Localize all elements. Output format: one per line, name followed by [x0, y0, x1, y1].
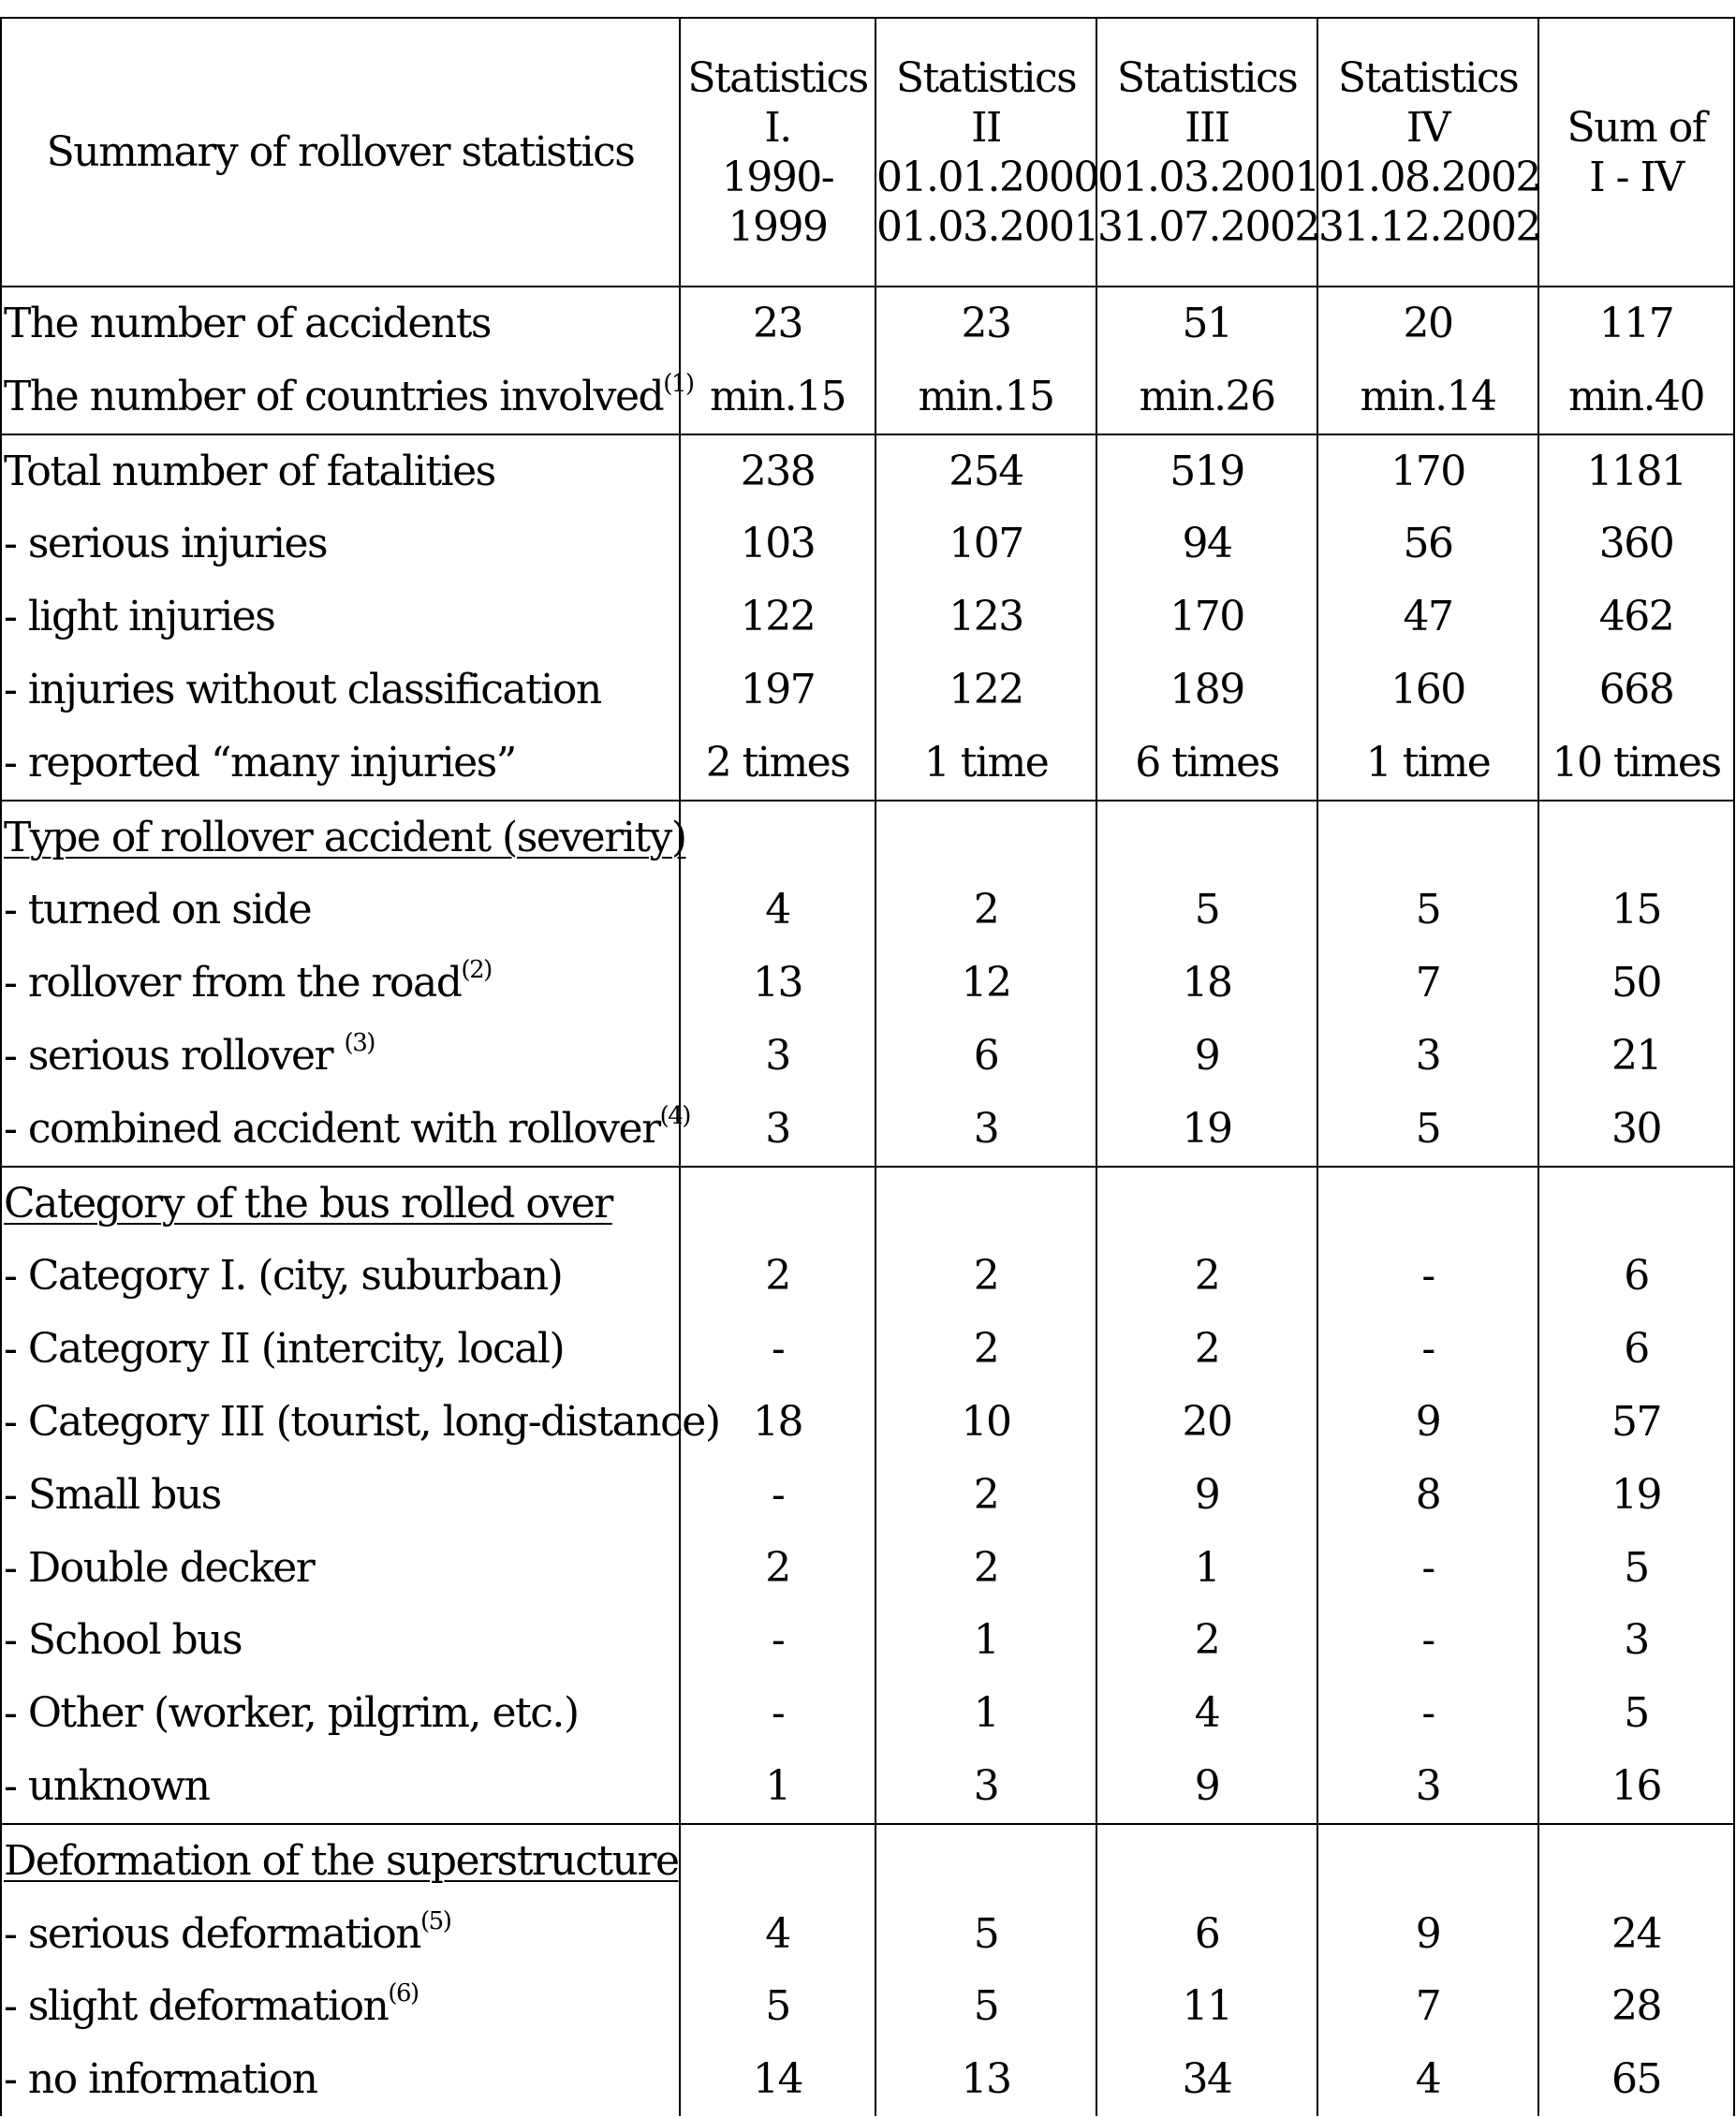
row-label: The number of countries involved — [4, 372, 664, 420]
row-label-cell — [1, 947, 680, 1020]
column-header-line: Statistics — [1116, 53, 1298, 102]
table-row — [1, 1532, 1734, 1605]
table-cell: - — [680, 1313, 875, 1386]
table-cell: 4 — [1317, 2043, 1538, 2116]
footnote-marker: (5) — [420, 1906, 451, 1935]
column-header-line: 1990- — [721, 153, 834, 201]
table-cell: 9 — [1096, 1459, 1317, 1532]
row-label: - injuries without classification — [1, 654, 680, 727]
table-cell: 170 — [1096, 581, 1317, 654]
table-row — [1, 1093, 1734, 1167]
table-cell: 9 — [1317, 1386, 1538, 1459]
empty-cell — [875, 801, 1096, 875]
table-cell: 10 — [875, 1386, 1096, 1459]
row-label: - serious injuries — [1, 507, 680, 581]
column-header-sum — [1538, 18, 1734, 287]
table-row — [1, 1750, 1734, 1824]
table-cell: 668 — [1538, 654, 1734, 727]
table-cell: 5 — [1096, 874, 1317, 947]
table-cell: 5 — [1538, 1532, 1734, 1605]
section-heading-cell — [1, 1824, 680, 1898]
table-cell: - — [1317, 1604, 1538, 1677]
table-cell: min.14 — [1317, 360, 1538, 434]
empty-cell — [680, 1824, 875, 1898]
column-header-line: II — [971, 103, 1001, 152]
table-cell: 23 — [875, 287, 1096, 360]
table-title: Summary of rollover statistics — [1, 18, 680, 287]
section-heading: Category of the bus rolled over — [4, 1179, 612, 1228]
table-cell: - — [680, 1677, 875, 1750]
column-header-statistics-ii — [875, 18, 1096, 287]
empty-cell — [1096, 1824, 1317, 1898]
table-row — [1, 1313, 1734, 1386]
table-cell: 3 — [1538, 1604, 1734, 1677]
table-cell: 4 — [680, 874, 875, 947]
row-label: The number of accidents — [1, 287, 680, 360]
table-cell: 19 — [1538, 1459, 1734, 1532]
table-cell: 5 — [1317, 1093, 1538, 1167]
table-cell: 18 — [1096, 947, 1317, 1020]
column-header-line: 31.07.2002 — [1097, 202, 1319, 251]
column-header-line: 01.03.2001 — [876, 202, 1098, 251]
footnote-marker: (2) — [461, 956, 492, 985]
column-header-statistics-iii — [1096, 18, 1317, 287]
table-row — [1, 1604, 1734, 1677]
table-cell: 4 — [1096, 1677, 1317, 1750]
row-label: - combined accident with rollover — [4, 1104, 660, 1153]
table-cell: 18 — [680, 1386, 875, 1459]
table-row — [1, 947, 1734, 1020]
section-heading-row — [1, 1167, 1734, 1241]
row-label: - reported “many injuries” — [1, 727, 680, 801]
empty-cell — [1317, 801, 1538, 875]
table-row — [1, 581, 1734, 654]
section-heading: Deformation of the superstructure — [4, 1836, 679, 1885]
table-cell: 7 — [1317, 1970, 1538, 2043]
empty-cell — [1317, 1167, 1538, 1241]
table-cell: 189 — [1096, 654, 1317, 727]
column-header-line: 01.08.2002 — [1318, 153, 1540, 201]
column-header-line: I. — [764, 103, 791, 152]
table-cell: 34 — [1096, 2043, 1317, 2116]
row-label: - School bus — [1, 1604, 680, 1677]
table-cell: 2 — [875, 1313, 1096, 1386]
row-label: - Category III (tourist, long-distance) — [1, 1386, 680, 1459]
row-label: - slight deformation — [4, 1982, 389, 2031]
column-header-line: 01.03.2001 — [1097, 153, 1319, 201]
table-cell: 103 — [680, 507, 875, 581]
table-cell: 9 — [1096, 1020, 1317, 1093]
table-cell: 47 — [1317, 581, 1538, 654]
row-label: - Other (worker, pilgrim, etc.) — [1, 1677, 680, 1750]
table-cell: 2 times — [680, 727, 875, 801]
table-cell: 5 — [875, 1898, 1096, 1971]
row-label: - serious rollover — [4, 1031, 345, 1080]
table-cell: 519 — [1096, 434, 1317, 508]
column-header-statistics-i — [680, 18, 875, 287]
table-cell: 1 — [875, 1604, 1096, 1677]
empty-cell — [875, 1824, 1096, 1898]
column-header-line: IV — [1405, 103, 1450, 152]
table-cell: 1 time — [1317, 727, 1538, 801]
table-cell: 11 — [1096, 1970, 1317, 2043]
table-cell: 3 — [1317, 1020, 1538, 1093]
column-header-line: Statistics — [1337, 53, 1519, 102]
table-cell: min.15 — [680, 360, 875, 434]
empty-cell — [1317, 1824, 1538, 1898]
table-cell: 14 — [680, 2043, 875, 2116]
row-label: - Double decker — [1, 1532, 680, 1605]
empty-cell — [1096, 1167, 1317, 1241]
table-row — [1, 2043, 1734, 2116]
table-cell: 254 — [875, 434, 1096, 508]
row-label: - rollover from the road — [4, 959, 462, 1008]
table-cell: 16 — [1538, 1750, 1734, 1824]
table-cell: 3 — [1317, 1750, 1538, 1824]
empty-cell — [680, 801, 875, 875]
table-cell: 2 — [1096, 1240, 1317, 1313]
table-cell: 462 — [1538, 581, 1734, 654]
table-cell: 28 — [1538, 1970, 1734, 2043]
section-heading-cell — [1, 801, 686, 875]
table-cell: 51 — [1096, 287, 1317, 360]
column-header-line: Sum of — [1567, 103, 1706, 152]
table-cell: 30 — [1538, 1093, 1734, 1167]
empty-cell — [875, 1167, 1096, 1241]
table-cell: 197 — [680, 654, 875, 727]
table-row — [1, 727, 1734, 801]
table-cell: 122 — [680, 581, 875, 654]
table-cell: 2 — [875, 1240, 1096, 1313]
empty-cell — [1538, 801, 1734, 875]
table-cell: 6 — [1096, 1898, 1317, 1971]
table-cell: 160 — [1317, 654, 1538, 727]
table-cell: 5 — [1538, 1677, 1734, 1750]
column-header-line: Statistics — [895, 53, 1077, 102]
table-cell: 15 — [1538, 874, 1734, 947]
column-header-line: III — [1184, 103, 1229, 152]
column-header-line: I - IV — [1589, 153, 1684, 201]
table-cell: 1 — [875, 1677, 1096, 1750]
table-row — [1, 1677, 1734, 1750]
table-cell: 1 — [1096, 1532, 1317, 1605]
footnote-marker: (4) — [659, 1101, 690, 1130]
row-label: - Category I. (city, suburban) — [1, 1240, 680, 1313]
column-header-line: Statistics — [687, 53, 868, 102]
row-label: - serious deformation — [4, 1909, 421, 1958]
table-cell: 107 — [875, 507, 1096, 581]
table-cell: - — [1317, 1313, 1538, 1386]
header-row — [1, 18, 1734, 287]
table-cell: - — [680, 1459, 875, 1532]
section-heading-row — [1, 801, 1734, 875]
table-cell: 6 times — [1096, 727, 1317, 801]
table-cell: - — [1317, 1677, 1538, 1750]
table-cell: 13 — [875, 2043, 1096, 2116]
table-cell: 20 — [1317, 287, 1538, 360]
table-cell: 10 times — [1538, 727, 1734, 801]
table-cell: 3 — [680, 1093, 875, 1167]
table-row — [1, 434, 1734, 508]
table-cell: 19 — [1096, 1093, 1317, 1167]
table-cell: 56 — [1317, 507, 1538, 581]
column-header-line: 31.12.2002 — [1318, 202, 1540, 251]
table-row — [1, 287, 1734, 360]
table-cell: 24 — [1538, 1898, 1734, 1971]
table-row — [1, 654, 1734, 727]
table-cell: 9 — [1317, 1898, 1538, 1971]
table-cell: 2 — [1096, 1313, 1317, 1386]
empty-cell — [1538, 1167, 1734, 1241]
table-cell: 2 — [680, 1532, 875, 1605]
table-row — [1, 874, 1734, 947]
row-label-cell — [1, 1093, 690, 1167]
table-cell: 1181 — [1538, 434, 1734, 508]
table-cell: 5 — [680, 1970, 875, 2043]
table-cell: - — [1317, 1532, 1538, 1605]
table-cell: 6 — [1538, 1313, 1734, 1386]
table-cell: 8 — [1317, 1459, 1538, 1532]
table-row — [1, 1386, 1734, 1459]
table-cell: 6 — [1538, 1240, 1734, 1313]
table-cell: 12 — [875, 947, 1096, 1020]
section-heading: Type of rollover accident (severity) — [4, 813, 686, 861]
table-cell: 94 — [1096, 507, 1317, 581]
table-cell: 57 — [1538, 1386, 1734, 1459]
table-cell: 117 — [1538, 287, 1734, 360]
table-cell: 23 — [680, 287, 875, 360]
row-label-cell — [1, 360, 694, 434]
table-cell: 9 — [1096, 1750, 1317, 1824]
table-cell: 5 — [1317, 874, 1538, 947]
table-cell: 2 — [1096, 1604, 1317, 1677]
column-header-statistics-iv — [1317, 18, 1538, 287]
table-cell: 2 — [680, 1240, 875, 1313]
footnote-marker: (6) — [388, 1979, 419, 2008]
row-label: - turned on side — [1, 874, 680, 947]
table-cell: 6 — [875, 1020, 1096, 1093]
table-cell: 7 — [1317, 947, 1538, 1020]
column-header-line: 1999 — [728, 202, 828, 251]
row-label-cell — [1, 1970, 680, 2043]
column-header-line: 01.01.2000 — [876, 153, 1098, 201]
table-cell: 2 — [875, 1459, 1096, 1532]
table-cell: - — [680, 1604, 875, 1677]
empty-cell — [680, 1167, 875, 1241]
row-label: - light injuries — [1, 581, 680, 654]
rollover-statistics-table — [0, 17, 1735, 2116]
table-cell: 13 — [680, 947, 875, 1020]
table-cell: - — [1317, 1240, 1538, 1313]
row-label: - no information — [1, 2043, 680, 2116]
table-cell: 3 — [680, 1020, 875, 1093]
row-label: - unknown — [1, 1750, 680, 1824]
table-cell: 360 — [1538, 507, 1734, 581]
table-cell: min.40 — [1538, 360, 1734, 434]
table-cell: min.26 — [1096, 360, 1317, 434]
table-row — [1, 1240, 1734, 1313]
table-row — [1, 360, 1734, 434]
table-cell: 170 — [1317, 434, 1538, 508]
section-heading-cell — [1, 1167, 680, 1241]
table-cell: 50 — [1538, 947, 1734, 1020]
table-cell: 65 — [1538, 2043, 1734, 2116]
table-row — [1, 1020, 1734, 1093]
table-row — [1, 1898, 1734, 1971]
table-cell: 5 — [875, 1970, 1096, 2043]
empty-cell — [1538, 1824, 1734, 1898]
table-cell: min.15 — [875, 360, 1096, 434]
row-label: Total number of fatalities — [1, 434, 680, 508]
table-cell: 3 — [875, 1093, 1096, 1167]
section-heading-row — [1, 1824, 1734, 1898]
empty-cell — [1096, 801, 1317, 875]
row-label-cell — [1, 1020, 680, 1093]
table-cell: 2 — [875, 874, 1096, 947]
table-cell: 3 — [875, 1750, 1096, 1824]
table-cell: 4 — [680, 1898, 875, 1971]
table-cell: 122 — [875, 654, 1096, 727]
table-cell: 238 — [680, 434, 875, 508]
row-label: - Category II (intercity, local) — [1, 1313, 680, 1386]
row-label: - Small bus — [1, 1459, 680, 1532]
table-cell: 20 — [1096, 1386, 1317, 1459]
table-cell: 21 — [1538, 1020, 1734, 1093]
table-cell: 2 — [875, 1532, 1096, 1605]
table-cell: 1 time — [875, 727, 1096, 801]
row-label-cell — [1, 1898, 680, 1971]
table-cell: 1 — [680, 1750, 875, 1824]
table-row — [1, 1970, 1734, 2043]
table-row — [1, 1459, 1734, 1532]
table-row — [1, 507, 1734, 581]
footnote-marker: (3) — [344, 1028, 375, 1057]
footnote-marker: (1) — [663, 369, 694, 398]
table-cell: 123 — [875, 581, 1096, 654]
